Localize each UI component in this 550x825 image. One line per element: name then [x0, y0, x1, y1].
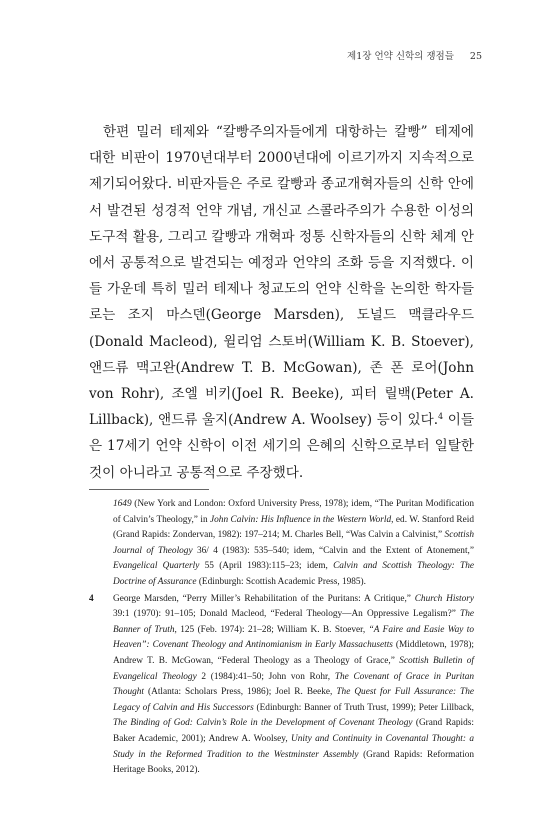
running-header	[347, 48, 482, 62]
body-text	[89, 119, 474, 486]
footnote-4	[89, 592, 474, 779]
citation-text: 36/ 4 (1983): 535–540; idem, “Calvin and the Extent of Atonement,”	[192, 545, 474, 556]
citation-title: Unity and Continuity in Covenantal Thought: a Study in the Reformed Tradition to the Westminster Assembly	[113, 733, 474, 760]
citation-text: (Edinburgh: Scottish Academic Press, 1985).	[196, 576, 366, 587]
footnote-4-text	[113, 594, 474, 776]
citation-text: (Grand Rapids: Baker Academic, 2001); Andrew A. Woolsey,	[113, 718, 474, 744]
citation-title: The Banner of Truth	[113, 609, 474, 635]
citation-title: The Quest for Full Assurance: The Legacy of Calvin and His Successors	[113, 687, 475, 713]
citation-text: , ed. W. Stanford Reid (Grand Rapids: Zondervan, 1982): 197–214; M. Charles Bell, “Was Calvin a Calvinist,”	[113, 514, 474, 541]
citation-text: , 125 (Feb. 1974): 21–28; William K. B. Stoever,	[174, 624, 369, 635]
citation-title: The Covenant of Grace in Puritan Thought	[113, 671, 474, 698]
citation-text: George Marsden, “Perry Miller’s Rehabilitation of the Puritans: A Critique,”	[113, 593, 415, 604]
running-title: 제1장 언약 신학의 쟁점들	[347, 51, 454, 62]
citation-text: 2 (1984):41–50; John von Rohr,	[196, 671, 335, 682]
footnote-reference-4: 4	[438, 412, 444, 422]
citation-title: 1649	[113, 499, 132, 509]
paragraph-text-part-2: 이들은 17세기 언약 신학이 이전 세기의 은혜의 신학으로부터 일탈한 것이 아니라고 공통적으로 주장했다.	[89, 412, 474, 481]
footnote-separator	[89, 489, 209, 490]
paragraph-text-part-1: 한편 밀러 테제와 “칼빵주의자들에게 대항하는 칼빵” 테제에 대한 비판이 1970년대부터 2000년대에 이르기까지 지속적으로 제기되어왔다. 비판자들은 주로 칼빵과 종교개혁자들의 신학 안에서 발견된 성경적 언약 개념, 개신교 스콜라주의가 수용한 이성의 도구적 활용, 그리고 칼빵과 개혁파 정통 신학자들의 신학 체계 안에서 공통적으로 발견되는 예정과 언약의 조화 등을 지적했다. 이들 가운데 특히 밀러 테제나 청교도의 언약 신학을 논의한 학자들로는 조지 마스덴(George Marsden), 도널드 맥클라우드(Donald Macleod), 윌리엄 스토버(William K. B. Stoever), 앤드류 맥고완(Andrew T. B. McGowan), 존 폰 로어(John von Rohr), 조엘 비키(Joel R. Beeke), 피터 릴백(Peter A. Lillback), 앤드류 울지(Andrew A. Woolsey) 등이 있다.	[89, 124, 474, 429]
citation-text: (Middletown, 1978); Andrew T. B. McGowan, “Federal Theology as a Theology of Grace,”	[113, 640, 474, 666]
citation-title: Church History	[414, 593, 474, 604]
citation-title: Scottish Journal of Theology	[113, 530, 474, 556]
citation-text: (Edinburgh: Banner of Truth Trust, 1999); Peter Lillback,	[253, 702, 475, 713]
citation-title: “A Faire and Easie Way to Heaven”: Covenant Theology and Antinomianism in Early Massachusetts	[113, 624, 474, 651]
citation-title: Calvin and Scottish Theology: The Doctrine of Assurance	[113, 561, 474, 587]
citation-title: The Binding of God: Calvin’s Role in the Development of Covenant Theology	[113, 718, 413, 729]
citation-title: Evangelical Quarterly	[113, 561, 200, 572]
footnote-continued	[89, 497, 474, 591]
citation-text: 55 (April 1983):115–23; idem,	[199, 561, 334, 572]
citation-text: 39:1 (1970): 91–105; Donald Macleod, “Federal Theology—An Oppressive Legalism?”	[113, 609, 461, 620]
citation-text: (Atlanta: Scholars Press, 1986); Joel R. Beeke,	[144, 687, 337, 698]
body-paragraph	[89, 119, 474, 486]
footnote-number: 4	[89, 593, 94, 604]
citation-text: (New York and London: Oxford University Press, 1978); idem, “The Puritan Modification of Calvin’s Theology,” in	[113, 499, 474, 525]
citation-title: John Calvin: His Influence in the Western World	[210, 514, 392, 525]
page-number: 25	[469, 51, 482, 62]
citation-text: (Grand Rapids: Reformation Heritage Books, 2012).	[113, 749, 474, 776]
citation-title: Scottish Bulletin of Evangelical Theology	[113, 655, 474, 682]
footnotes	[89, 497, 474, 779]
